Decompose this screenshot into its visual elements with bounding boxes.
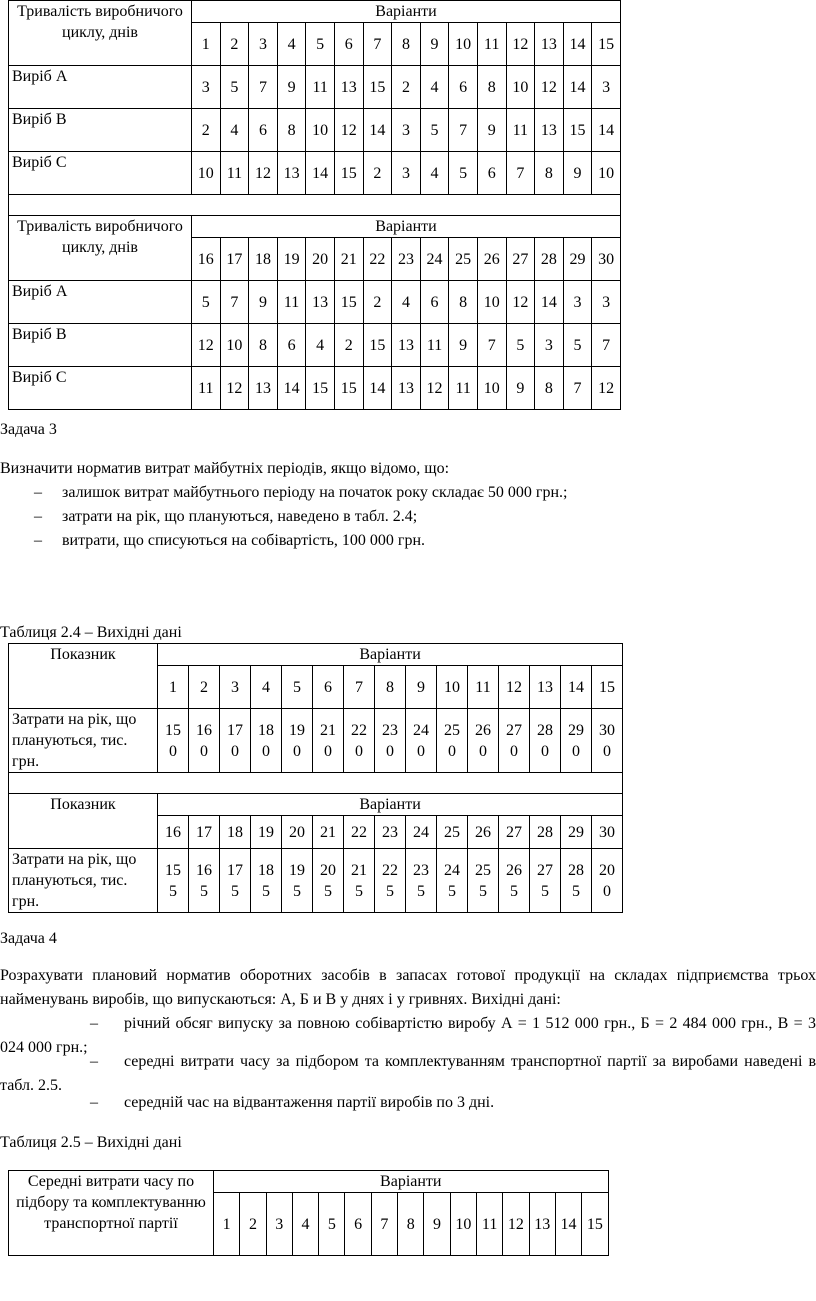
task4-bullet: середній час на відвантаження партії виробів по 3 дні.	[124, 1094, 495, 1111]
variant-number: 1	[214, 1193, 240, 1256]
cell-value: 7	[506, 152, 535, 195]
header-label: Середні витрати часу по підбору та комплектуванню транспортної партії	[9, 1171, 214, 1256]
variant-number: 22	[363, 238, 392, 281]
cell-value: 7	[249, 66, 278, 109]
variant-number: 1	[158, 666, 189, 709]
cell-value: 290	[561, 709, 592, 773]
variant-number: 22	[344, 816, 375, 849]
cell-value: 7	[563, 367, 592, 410]
spacer-row	[9, 773, 623, 794]
cell-value: 5	[506, 324, 535, 367]
cell-value: 3	[535, 324, 564, 367]
cell-value: 4	[420, 152, 449, 195]
cell-value: 8	[477, 66, 506, 109]
cell-value: 11	[220, 152, 249, 195]
variant-number: 30	[592, 816, 623, 849]
variants-label: Варіанти	[192, 216, 621, 238]
cell-value: 6	[420, 281, 449, 324]
cell-value: 5	[192, 281, 221, 324]
cell-value: 8	[535, 152, 564, 195]
cell-value: 11	[420, 324, 449, 367]
cell-value: 155	[158, 849, 189, 913]
task4-intro: Розрахувати плановий норматив оборотних засобів в запасах готової продукції на складах підприємства трьох найменувань виробів, що випускаються: А, Б и В у днях і у гривнях. Вихідні дані:	[0, 967, 816, 1008]
variant-number: 30	[592, 238, 621, 281]
table-2-5	[8, 1170, 609, 1256]
variant-number: 12	[499, 666, 530, 709]
table-row	[9, 849, 623, 913]
cell-value: 2	[192, 109, 221, 152]
cell-value: 12	[506, 281, 535, 324]
cell-value: 12	[249, 152, 278, 195]
variant-number: 10	[450, 1193, 476, 1256]
cell-value: 185	[251, 849, 282, 913]
variant-number: 16	[158, 816, 189, 849]
variant-number: 6	[345, 1193, 371, 1256]
variant-number: 10	[449, 23, 478, 66]
cell-value: 4	[420, 66, 449, 109]
variant-number: 5	[319, 1193, 345, 1256]
variant-number: 14	[555, 1193, 581, 1256]
cell-value: 12	[220, 367, 249, 410]
variant-number: 6	[334, 23, 363, 66]
row-label: Виріб А	[9, 66, 192, 109]
row-label: Виріб В	[9, 324, 192, 367]
variant-number: 1	[192, 23, 221, 66]
table-row	[9, 709, 623, 773]
spacer-cell	[9, 195, 621, 216]
cell-value: 235	[406, 849, 437, 913]
variant-number: 6	[313, 666, 344, 709]
variant-number: 18	[249, 238, 278, 281]
variant-number: 12	[503, 1193, 529, 1256]
cell-value: 5	[220, 66, 249, 109]
cell-value: 160	[189, 709, 220, 773]
cell-value: 12	[334, 109, 363, 152]
variant-number: 11	[476, 1193, 502, 1256]
variant-number: 21	[313, 816, 344, 849]
cell-value: 11	[192, 367, 221, 410]
cell-value: 3	[392, 109, 421, 152]
variant-number: 8	[398, 1193, 424, 1256]
cell-value: 5	[563, 324, 592, 367]
spacer-row	[9, 195, 621, 216]
cell-value: 14	[592, 109, 621, 152]
row-label: Виріб А	[9, 281, 192, 324]
variant-number: 17	[220, 238, 249, 281]
header-row	[9, 1171, 609, 1193]
spacer-cell	[9, 773, 623, 794]
cell-value: 11	[449, 367, 478, 410]
variant-number: 7	[371, 1193, 397, 1256]
cell-value: 13	[306, 281, 335, 324]
cell-value: 2	[363, 152, 392, 195]
variant-number: 5	[282, 666, 313, 709]
table25-caption: Таблиця 2.5 – Вихідні дані	[0, 1134, 182, 1151]
cell-value: 250	[437, 709, 468, 773]
cell-value: 165	[189, 849, 220, 913]
cell-value: 14	[363, 109, 392, 152]
cell-value: 300	[592, 709, 623, 773]
variant-number: 9	[424, 1193, 450, 1256]
table-2-4	[8, 643, 623, 913]
cell-value: 240	[406, 709, 437, 773]
header-row	[9, 1, 621, 23]
cell-value: 2	[334, 324, 363, 367]
cell-value: 4	[220, 109, 249, 152]
row-label: Виріб В	[9, 109, 192, 152]
table-row	[9, 324, 621, 367]
cell-value: 10	[306, 109, 335, 152]
variant-number: 3	[266, 1193, 292, 1256]
cell-value: 14	[306, 152, 335, 195]
cell-value: 6	[477, 152, 506, 195]
cell-value: 280	[530, 709, 561, 773]
cell-value: 2	[363, 281, 392, 324]
cell-value: 12	[592, 367, 621, 410]
variant-number: 9	[406, 666, 437, 709]
variant-number: 27	[499, 816, 530, 849]
variants-label: Варіанти	[192, 1, 621, 23]
variant-number: 13	[530, 666, 561, 709]
cell-value: 150	[158, 709, 189, 773]
variants-label: Варіанти	[214, 1171, 609, 1193]
variant-number: 2	[220, 23, 249, 66]
cell-value: 15	[363, 66, 392, 109]
cell-value: 8	[277, 109, 306, 152]
variant-number: 4	[277, 23, 306, 66]
cell-value: 8	[249, 324, 278, 367]
table-row	[9, 281, 621, 324]
variant-number: 7	[344, 666, 375, 709]
cell-value: 265	[499, 849, 530, 913]
cell-value: 13	[334, 66, 363, 109]
table-row	[9, 367, 621, 410]
cell-value: 4	[392, 281, 421, 324]
cell-value: 7	[477, 324, 506, 367]
cell-value: 13	[392, 367, 421, 410]
bullet-dash: –	[90, 1015, 98, 1032]
task3-intro: Визначити норматив витрат майбутніх періодів, якщо відомо, що:	[0, 460, 450, 477]
cell-value: 13	[277, 152, 306, 195]
cell-value: 14	[535, 281, 564, 324]
header-row	[9, 644, 623, 666]
variant-number: 4	[292, 1193, 318, 1256]
variant-number: 29	[563, 238, 592, 281]
table-row	[9, 152, 621, 195]
cell-value: 11	[277, 281, 306, 324]
cell-value: 180	[251, 709, 282, 773]
cell-value: 170	[220, 709, 251, 773]
variant-number: 19	[251, 816, 282, 849]
variant-number: 23	[392, 238, 421, 281]
cell-value: 12	[535, 66, 564, 109]
cell-value: 15	[563, 109, 592, 152]
variant-number: 20	[282, 816, 313, 849]
variant-number: 28	[530, 816, 561, 849]
variant-number: 20	[306, 238, 335, 281]
cell-value: 10	[220, 324, 249, 367]
variant-number: 15	[582, 1193, 608, 1256]
cell-value: 210	[313, 709, 344, 773]
variant-number: 16	[192, 238, 221, 281]
variant-number: 5	[306, 23, 335, 66]
cell-value: 270	[499, 709, 530, 773]
variant-number: 14	[561, 666, 592, 709]
variant-number: 2	[240, 1193, 266, 1256]
variant-number: 11	[468, 666, 499, 709]
cell-value: 11	[306, 66, 335, 109]
cell-value: 13	[392, 324, 421, 367]
row-label: Виріб С	[9, 367, 192, 410]
cell-value: 15	[363, 324, 392, 367]
header-label: Тривалість виробничого циклу, днів	[9, 1, 192, 66]
task3-title: Задача 3	[0, 421, 57, 438]
variant-number: 29	[561, 816, 592, 849]
cell-value: 245	[437, 849, 468, 913]
cell-value: 9	[277, 66, 306, 109]
cell-value: 14	[277, 367, 306, 410]
variant-number: 12	[506, 23, 535, 66]
variant-number: 2	[189, 666, 220, 709]
cell-value: 6	[277, 324, 306, 367]
variant-number: 8	[375, 666, 406, 709]
task3-bullet: затрати на рік, що плануються, наведено в табл. 2.4;	[62, 508, 418, 525]
task4-title: Задача 4	[0, 930, 57, 947]
cell-value: 4	[306, 324, 335, 367]
cell-value: 7	[449, 109, 478, 152]
variant-number: 26	[477, 238, 506, 281]
indicator-label: Показник	[9, 644, 158, 709]
cell-value: 215	[344, 849, 375, 913]
variant-number: 7	[363, 23, 392, 66]
cell-value: 3	[592, 281, 621, 324]
cell-value: 9	[563, 152, 592, 195]
variant-number: 15	[592, 666, 623, 709]
variant-number: 10	[437, 666, 468, 709]
cell-value: 15	[334, 152, 363, 195]
cell-value: 190	[282, 709, 313, 773]
task3-bullet: залишок витрат майбутнього періоду на початок року складає 50 000 грн.;	[62, 484, 568, 501]
cell-value: 9	[506, 367, 535, 410]
variant-number: 13	[529, 1193, 555, 1256]
cell-value: 2	[392, 66, 421, 109]
cell-value: 8	[449, 281, 478, 324]
cell-value: 275	[530, 849, 561, 913]
bullet-dash: –	[34, 508, 42, 525]
variant-number: 9	[420, 23, 449, 66]
variant-number: 18	[220, 816, 251, 849]
cell-value: 7	[592, 324, 621, 367]
cell-value: 225	[375, 849, 406, 913]
cell-value: 205	[313, 849, 344, 913]
variant-number: 26	[468, 816, 499, 849]
variant-number: 4	[251, 666, 282, 709]
cell-value: 10	[477, 367, 506, 410]
cell-value: 15	[306, 367, 335, 410]
variant-number: 28	[535, 238, 564, 281]
variant-number: 25	[449, 238, 478, 281]
cell-value: 6	[249, 109, 278, 152]
cell-value: 3	[563, 281, 592, 324]
cell-value: 13	[535, 109, 564, 152]
variant-number: 27	[506, 238, 535, 281]
variant-number: 11	[477, 23, 506, 66]
cell-value: 14	[363, 367, 392, 410]
indicator-label: Показник	[9, 794, 158, 849]
variant-number: 3	[249, 23, 278, 66]
variant-number: 21	[334, 238, 363, 281]
row-label: Затрати на рік, що плануються, тис. грн.	[9, 709, 158, 773]
variant-number: 25	[437, 816, 468, 849]
task4-bullet: середні витрати часу за підбором та комплектуванням транспортної партії за виробами наведені в табл. 2.5.	[0, 1053, 816, 1094]
variant-number: 14	[563, 23, 592, 66]
cell-value: 175	[220, 849, 251, 913]
variant-number: 17	[189, 816, 220, 849]
bullet-dash: –	[34, 484, 42, 501]
task3-bullet: витрати, що списуються на собівартість, 100 000 грн.	[62, 532, 426, 549]
cell-value: 285	[561, 849, 592, 913]
cell-value: 12	[420, 367, 449, 410]
cell-value: 8	[535, 367, 564, 410]
cell-value: 15	[334, 281, 363, 324]
cell-value: 9	[477, 109, 506, 152]
cell-value: 13	[249, 367, 278, 410]
cell-value: 3	[392, 152, 421, 195]
cell-value: 195	[282, 849, 313, 913]
header-row	[9, 794, 623, 816]
cell-value: 7	[220, 281, 249, 324]
table-row	[9, 66, 621, 109]
variant-number: 23	[375, 816, 406, 849]
cell-value: 10	[506, 66, 535, 109]
variant-number: 8	[392, 23, 421, 66]
cell-value: 255	[468, 849, 499, 913]
cell-value: 5	[420, 109, 449, 152]
cell-value: 11	[506, 109, 535, 152]
header-row	[9, 216, 621, 238]
variants-label: Варіанти	[158, 644, 623, 666]
variant-number: 13	[535, 23, 564, 66]
variant-number: 24	[406, 816, 437, 849]
cell-value: 230	[375, 709, 406, 773]
cell-value: 15	[334, 367, 363, 410]
cell-value: 6	[449, 66, 478, 109]
task4-bullet: річний обсяг випуску за повною собівартістю виробу А = 1 512 000 грн., Б = 2 484 000 грн., В = 3 024 000 грн.;	[0, 1015, 816, 1056]
cell-value: 5	[449, 152, 478, 195]
cell-value: 10	[477, 281, 506, 324]
cell-value: 9	[449, 324, 478, 367]
table-row	[9, 109, 621, 152]
bullet-dash: –	[90, 1053, 98, 1070]
row-label: Виріб С	[9, 152, 192, 195]
cell-value: 220	[344, 709, 375, 773]
row-label: Затрати на рік, що плануються, тис. грн.	[9, 849, 158, 913]
variants-label: Варіанти	[158, 794, 623, 816]
cell-value: 12	[192, 324, 221, 367]
table24-caption: Таблиця 2.4 – Вихідні дані	[0, 624, 182, 641]
cell-value: 3	[192, 66, 221, 109]
cell-value: 14	[563, 66, 592, 109]
header-label: Тривалість виробничого циклу, днів	[9, 216, 192, 281]
cell-value: 9	[249, 281, 278, 324]
variant-number: 15	[592, 23, 621, 66]
cell-value: 10	[192, 152, 221, 195]
bullet-dash: –	[34, 532, 42, 549]
variant-number: 24	[420, 238, 449, 281]
variant-number: 3	[220, 666, 251, 709]
cycle-duration-table	[8, 0, 621, 410]
bullet-dash: –	[90, 1094, 98, 1111]
cell-value: 10	[592, 152, 621, 195]
cell-value: 200	[592, 849, 623, 913]
cell-value: 260	[468, 709, 499, 773]
cell-value: 3	[592, 66, 621, 109]
variant-number: 19	[277, 238, 306, 281]
